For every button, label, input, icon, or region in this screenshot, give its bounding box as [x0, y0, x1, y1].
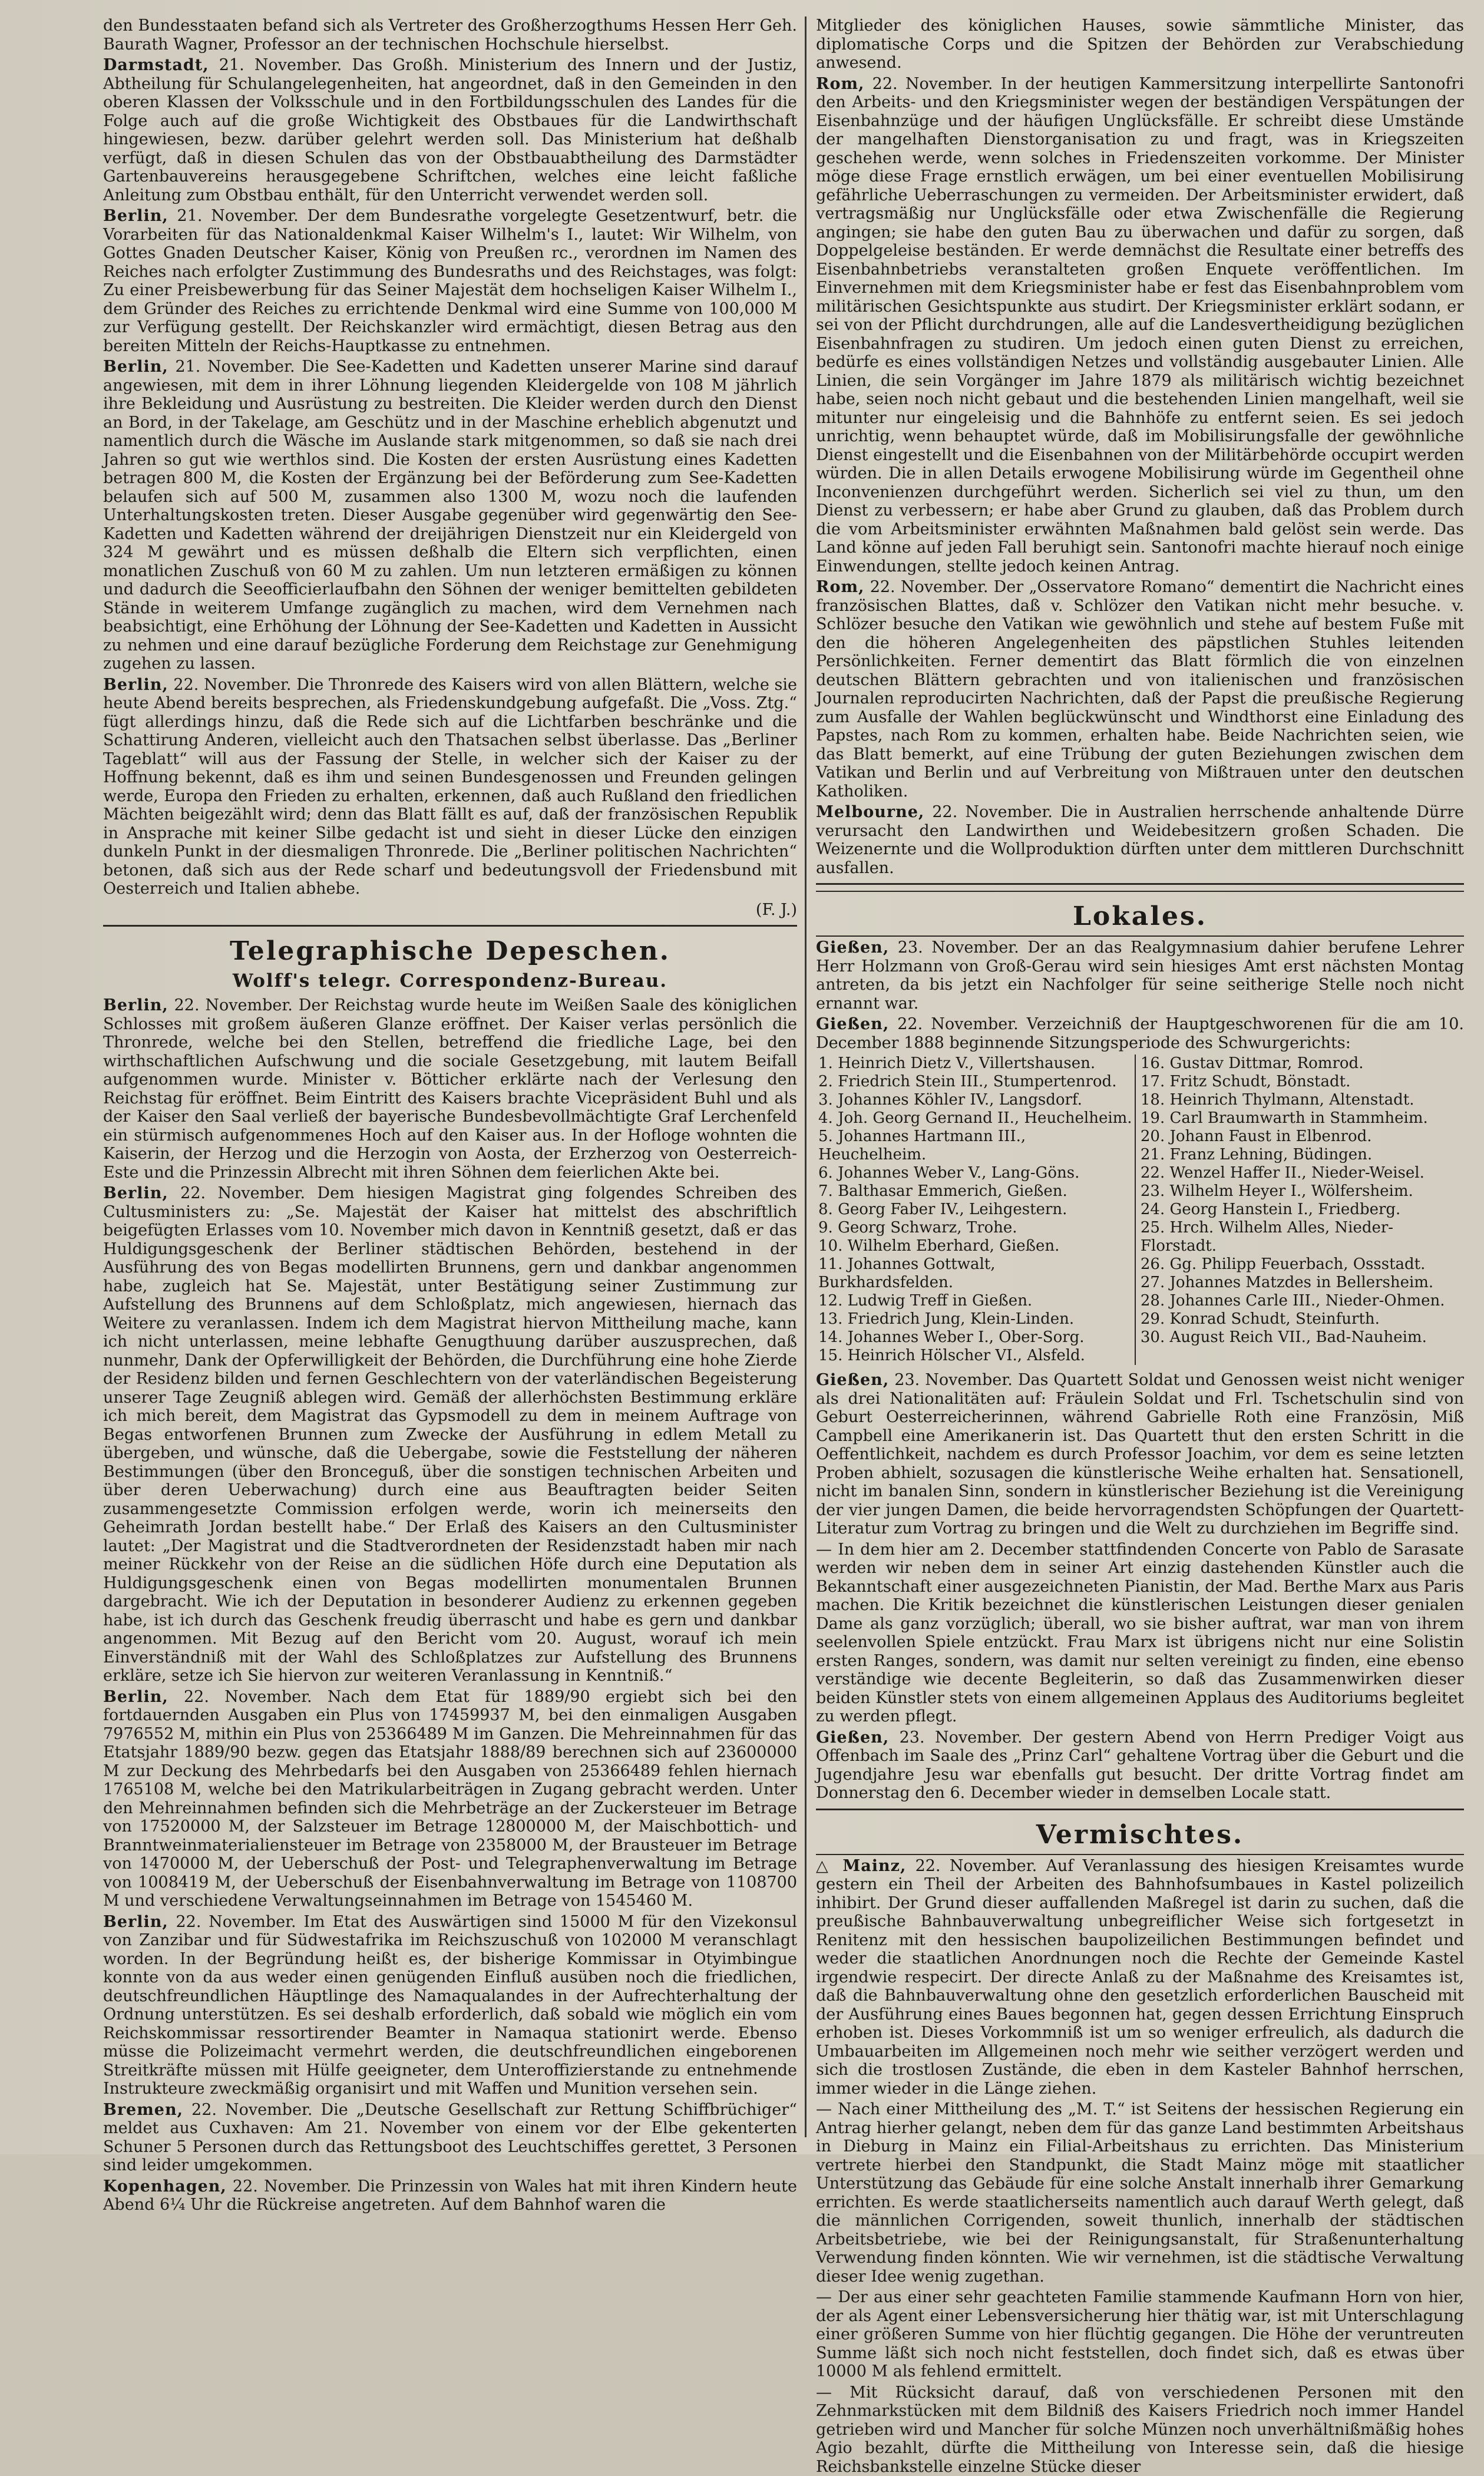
- juror-entry: 12. Ludwig Treff in Gießen.: [818, 1292, 1132, 1310]
- news-text: 22. November. Die in Australien herrschende anhaltende Dürre verursacht den Landwirthen und Weidebesitzern großen Schaden. Die Weizenernte und die Wollproduktion dürften unter dem mittleren Durchschnitt ausfallen.: [816, 803, 1464, 877]
- juror-entry: 6. Johannes Weber V., Lang-Göns.: [818, 1164, 1132, 1182]
- juror-entry: 23. Wilhelm Heyer I., Wölfersheim.: [1141, 1182, 1462, 1201]
- news-dateline: Gießen,: [816, 1728, 889, 1747]
- juror-entry: 16. Gustav Dittmar, Romrod.: [1141, 1054, 1462, 1073]
- news-item: [103, 996, 797, 1182]
- news-dateline: Gießen,: [816, 938, 889, 957]
- news-text: 22. November. Im Etat des Auswärtigen sind 15000 M für den Vizekonsul von Zanzibar und für Südwestafrika im Reichszuschuß von 102000 M veranschlagt worden. In der Begründung heißt es, der bisherige Kommissar in Otyimbingue konnte von da aus weder einen genügenden Einfluß ausüben noch die friedlichen, deutschfreundlichen Häuptlinge des Namaqualandes in der Aufrechterhaltung der Ordnung unterstützen. Es sei deshalb erforderlich, daß sobald wie möglich ein vom Reichskommissar ressortirender Beamter in Namaqua stationirt werde. Ebenso müsse die Polizeimacht vermehrt werden, die deutschfreundlichen eingeborenen Streitkräfte müssen mit Hülfe geeigneter, dem Unteroffizierstande zu entnehmende Instrukteure zweckmäßig organisirt und mit Waffen und Munition versehen sein.: [103, 1913, 797, 2098]
- left-opening-paragraph: den Bundesstaaten befand sich als Vertreter des Großherzogthums Hessen Herr Geh. Baurath Wagner, Professor an der technischen Hochschule hierselbst.: [103, 16, 797, 54]
- news-item: [103, 1184, 797, 1685]
- news-item: [816, 2384, 1464, 2476]
- juror-entry: 4. Joh. Georg Gernand II., Heuchelheim.: [818, 1109, 1132, 1128]
- lokales2-list: [816, 1371, 1464, 1803]
- juror-entry: 29. Konrad Schudt, Steinfurth.: [1141, 1310, 1462, 1328]
- news-item: [816, 938, 1464, 1013]
- news-dateline: △ Mainz,: [816, 1857, 906, 1875]
- news-dateline: Berlin,: [103, 1913, 168, 1931]
- news-item: [816, 1728, 1464, 1803]
- jurors-left-list: [816, 1054, 1135, 1365]
- left-column: [103, 16, 797, 2131]
- news-item: [816, 803, 1464, 877]
- vermischtes-heading: Vermischtes.: [816, 1820, 1464, 1850]
- news-item: [103, 1913, 797, 2098]
- news-text: — Nach einer Mittheilung des „M. T.“ ist Seitens der hessischen Regierung ein Antrag hierher gelangt, neben dem für das ganze Land bestimmten Arbeitshaus in Dieburg in Mainz ein Filial-Arbeitshaus zu errichten. Das Ministerium vertrete hierbei den Standpunkt, die Stadt Mainz möge mit staatlicher Unterstützung das Gebäude für eine solche Anstalt innerhalb ihrer Gemarkung errichten. Es werde staatlicherseits namentlich auch darauf Werth gelegt, daß die männlichen Corrigenden, soweit thunlich, innerhalb der städtischen Arbeitsbetriebe, wie bei der Reinigungsanstalt, für Straßenunterhaltung Verwendung finden könnten. Wie wir vernehmen, ist die städtische Verwaltung dieser Idee wenig zugethan.: [816, 2100, 1464, 2286]
- news-text: 22. November. Nach dem Etat für 1889/90 ergiebt sich bei den fortdauernden Ausgaben ein Plus von 17459937 M, bei den einmaligen Ausgaben 7976552 M, mithin ein Plus von 25366489 M im Ganzen. Die Mehreinnahmen für das Etatsjahr 1889/90 bezw. gegen das Etatsjahr 1888/89 berechnen sich auf 23600000 M zur Deckung des Mehrbedarfs bei den Ausgaben von 25366489 fehlen hiernach 1765108 M, welche bei den Matrikularbeiträgen in Zugang gebracht werden. Unter den Mehreinnahmen befinden sich die Mehrbeträge an der Zuckersteuer im Betrage von 17520000 M, der Salzsteuer im Betrage 12800000 M, der Maischbottich- und Branntweinmaterialiensteuer im Betrage von 2358000 M, der Brausteuer im Betrage von 1470000 M, der Ueberschuß der Post- und Telegraphenverwaltung im Betrage von 1008419 M, der Ueberschuß der Eisenbahnverwaltung im Betrage von 1108700 M und verschiedene Verwaltungseinnahmen im Betrage von 1545460 M.: [103, 1688, 797, 1910]
- juror-entry: 25. Hrch. Wilhelm Alles, Nieder-Florstadt.: [1141, 1219, 1462, 1255]
- juror-entry: 5. Johannes Hartmann III., Heuchelheim.: [818, 1128, 1132, 1164]
- juror-entry: 1. Heinrich Dietz V., Villertshausen.: [818, 1054, 1132, 1073]
- news-item: [103, 56, 797, 204]
- news-text: 22. November. Auf Veranlassung des hiesigen Kreisamtes wurde gestern ein Theil der Arbeiten des Bahnhofsumbaues in Kastel polizeilich inhibirt. Der Grund dieser auffallenden Maßregel ist darin zu suchen, daß die preußische Bahnbauverwaltung unbegreiflicher Weise sich fortgesetzt in Renitenz mit den hessischen baupolizeilichen Bestimmungen befindet und weder die staatlichen Anordnungen noch die Rechte der Gemeinde Kastel irgendwie respecirt. Der directe Anlaß zu der Maßnahme des Kreisamtes ist, daß die Bahnbauverwaltung ohne den gesetzlich erforderlichen Bauscheid mit der Ausführung eines Baues begonnen hat, gegen dessen Errichtung Einspruch erhoben ist. Dieses Vorkommniß ist um so weniger erfreulich, als dadurch die Umbauarbeiten im Allgemeinen noch mehr wie seither verzögert werden und sich die trostlosen Zustände, die eben in dem Kasteler Bahnhof herrschen, immer wieder in die Länge ziehen.: [816, 1857, 1464, 2098]
- news-dateline: Kopenhagen,: [103, 2177, 227, 2196]
- news-text: — Mit Rücksicht darauf, daß von verschiedenen Personen mit den Zehnmarkstücken mit dem Bildniß des Kaisers Friedrich noch immer Handel getrieben wird und Mancher für solche Münzen noch unverhältnißmäßig hohes Agio bezahlt, dürfte die Mittheilung von Interesse sein, daß die hiesige Reichsbankstelle einzelne Stücke dieser: [816, 2384, 1464, 2476]
- juror-entry: 14. Johannes Weber I., Ober-Sorg.: [818, 1328, 1132, 1347]
- juror-entry: 3. Johannes Köhler IV., Langsdorf.: [818, 1091, 1132, 1109]
- news-text: 22. November. In der heutigen Kammersitzung interpellirte Santonofri den Arbeits- und den Kriegsminister wegen der beständigen Verspätungen der Eisenbahnzüge und der häufigen Unglücksfälle. Er schreibt diese Umstände der mangelhaften Dienstorganisation zu und fragt, was in Kriegszeiten geschehen werde, wenn solches in Friedenszeiten vorkomme. Der Minister möge diese Frage ernstlich erwägen, um bei einer eventuellen Mobilisirung gefährliche Ueberraschungen zu vermeiden. Der Arbeitsminister erwidert, daß vertragsmäßig nur Unglücksfälle oder etwa Zwischenfälle die Regierung angingen; sie habe den guten Bau zu überwachen und dafür zu sorgen, daß Doppelgeleise beständen. Er werde demnächst die Resultate einer betreffs des Eisenbahnbetriebs veranstalteten großen Enquete veröffentlichen. Im Einvernehmen mit dem Kriegsminister habe er fest das Eisenbahnproblem vom militärischen Gesichtspunkte aus studirt. Der Kriegsminister erklärt sodann, er sei von der Pflicht durchdrungen, alle auf die Landesvertheidigung bezüglichen Eisenbahnfragen zu studiren. Um jedoch einen guten Dienst zu erreichen, bedürfe es eines vollständigen Netzes und vollständig ausgebauter Linien. Alle Linien, die sein Vorgänger im Jahre 1879 als militärisch wichtig bezeichnet habe, seien noch nicht gebaut und die bestehenden Linien mangelhaft, weil sie mitunter nur eingeleisig und die Bahnhöfe zu entfernt seien. Es sei jedoch unrichtig, wenn behauptet würde, daß im Mobilisirungsfalle der gewöhnliche Dienst eingestellt und die Eisenbahnen von der Militärbehörde occupirt werden würden. Die in allen Details erwogene Mobilisirung würde im Gegentheil ohne Inconvenienzen durchgeführt werden. Sicherlich sei viel zu thun, um den Dienst zu verbessern; er habe aber Grund zu glauben, daß das Problem durch die vom Arbeitsminister erwähnten Maßnahmen bald gelöst sein werde. Das Land könne auf jeden Fall beruhigt sein. Santonofri machte hierauf noch einige Einwendungen, stellte jedoch keinen Antrag.: [816, 75, 1464, 576]
- jurors-table: [816, 1054, 1464, 1365]
- right-column: [816, 16, 1464, 2131]
- juror-entry: 7. Balthasar Emmerich, Gießen.: [818, 1182, 1132, 1201]
- news-item: [103, 676, 797, 898]
- section-divider: [816, 1854, 1464, 1855]
- juror-entry: 20. Johann Faust in Elbenrod.: [1141, 1128, 1462, 1146]
- juror-entry: 18. Heinrich Thylmann, Altenstadt.: [1141, 1091, 1462, 1109]
- news-text: 22. November. Der Reichstag wurde heute im Weißen Saale des königlichen Schlosses mit großem äußeren Glanze eröffnet. Der Kaiser verlas persönlich die Thronrede, welche bei den Stellen, betreffend die friedliche Lage, bei den wirthschaftlichen Aufschwung und die sociale Gesetzgebung, mit lautem Beifall aufgenommen wurde. Minister v. Bötticher erklärte nach der Verlesung den Reichstag für eröffnet. Beim Eintritt des Kaisers brachte Vicepräsident Buhl und als der Kaiser den Saal verließ der bayerische Bundesbevollmächtigte Graf Lerchenfeld ein stürmisch aufgenommenes Hoch auf den Kaiser aus. In der Hofloge wohnten die Kaiserin, der Herzog und die Herzogin von Aosta, der Erzherzog von Oesterreich-Este und die Prinzessin Albrecht mit ihren Söhnen dem feierlichen Akte bei.: [103, 996, 797, 1182]
- news-dateline: Gießen,: [816, 1371, 889, 1389]
- section-divider: [816, 883, 1464, 885]
- news-text: 22. November. Die Thronrede des Kaisers wird von allen Blättern, welche sie heute Abend bereits besprechen, als Friedenskundgebung aufgefaßt. Die „Voss. Ztg.“ fügt allerdings hinzu, daß die Rede sich auf die Lichtfarben beschränke und die Schattirung Anderen, vielleicht auch den Thatsachen selbst überlasse. Das „Berliner Tageblatt“ will aus der Fassung der Stelle, in welcher sich der Kaiser zu der Hoffnung bekennt, daß es ihm und seinen Bundesgenossen und Freunden gelingen werde, Europa den Frieden zu erhalten, erkennen, daß auch Rußland den friedlichen Mächten beigezählt wird; denn das Blatt fällt es auf, daß der französischen Republik in Ansprache mit keiner Silbe gedacht ist und sieht in dieser Lücke den einzigen dunkeln Punkt in der diesmaligen Thronrede. Die „Berliner politischen Nachrichten“ betonen, daß sich aus der Rede scharf und bedeutungsvoll der Friedensbund mit Oesterreich und Italien abhebe.: [103, 676, 797, 898]
- telegram-subheading: Wolff's telegr. Correspondenz-Bureau.: [103, 970, 797, 991]
- news-dateline: Berlin,: [103, 207, 168, 225]
- news-dateline: Darmstadt,: [103, 56, 209, 74]
- juror-entry: 22. Wenzel Haffer II., Nieder-Weisel.: [1141, 1164, 1462, 1182]
- juror-entry: 9. Georg Schwarz, Trohe.: [818, 1219, 1132, 1237]
- right-opening-paragraph: Mitglieder des königlichen Hauses, sowie sämmtliche Minister, das diplomatische Corps und die Spitzen der Behörden zur Verabschiedung anwesend.: [816, 16, 1464, 72]
- news-item: [103, 358, 797, 673]
- news-text: — Der aus einer sehr geachteten Familie stammende Kaufmann Horn von hier, der als Agent einer Lebensversicherung hier thätig war, ist mit Unterschlagung einer größeren Summe von hier flüchtig gegangen. Die Höhe der veruntreuten Summe läßt sich noch nicht feststellen, doch findet sich, daß es etwas über 10000 M als fehlend ermittelt.: [816, 2288, 1464, 2381]
- juror-entry: 26. Gg. Philipp Feuerbach, Ossstadt.: [1141, 1255, 1462, 1274]
- news-item: [103, 2101, 797, 2175]
- news-item: [816, 1541, 1464, 1726]
- juror-entry: 2. Friedrich Stein III., Stumpertenrod.: [818, 1073, 1132, 1091]
- news-dateline: Gießen,: [816, 1015, 889, 1033]
- news-dateline: Berlin,: [103, 358, 168, 376]
- news-text: 23. November. Das Quartett Soldat und Genossen weist nicht weniger als drei Nationalitäten auf: Fräulein Soldat und Frl. Tschetschulin sind von Geburt Oesterreicherinnen, während Gabrielle Roth eine Französin, Miß Campbell eine Amerikanerin ist. Das Quartett thut den ersten Schritt in die Oeffentlichkeit, nachdem es durch Professor Joachim, vor dem es seine letzten Proben abhielt, sozusagen die künstlerische Weihe erhalten hat. Sensationell, nicht im banalen Sinn, sondern in künstlerischer Beziehung ist die Vereinigung der vier jungen Damen, die beide hervorragendsten Schöpfungen der Quartett-Literatur zum Vortrag zu bringen und die Welt zu durchziehen im Begriffe sind.: [816, 1371, 1464, 1538]
- jurors-right-list: [1138, 1054, 1464, 1365]
- news-dateline: Berlin,: [103, 676, 168, 694]
- telegram-list: [103, 996, 797, 2214]
- lokales-list: [816, 938, 1464, 1052]
- news-item: [103, 207, 797, 355]
- left-news-list: [103, 56, 797, 898]
- news-item: [816, 1857, 1464, 2098]
- news-dateline: Bremen,: [103, 2101, 183, 2119]
- right-news-list: [816, 75, 1464, 878]
- section-divider: [103, 925, 797, 927]
- news-dateline: Rom,: [816, 75, 864, 93]
- news-dateline: Rom,: [816, 578, 864, 596]
- news-item: [816, 578, 1464, 801]
- lokales-heading: Lokales.: [816, 901, 1464, 932]
- juror-entry: 11. Johannes Gottwalt, Burkhardsfelden.: [818, 1255, 1132, 1292]
- news-text: 21. November. Der dem Bundesrathe vorgelegte Gesetzentwurf, betr. die Vorarbeiten für das Nationaldenkmal Kaiser Wilhelm's I., lautet: Wir Wilhelm, von Gottes Gnaden Deutscher Kaiser, König von Preußen rc., verordnen im Namen des Reiches nach erfolgter Zustimmung des Bundesraths und des Reichstages, was folgt: Zu einer Preisbewerbung für das Seiner Majestät dem hochseligen Kaiser Wilhelm I., dem Gründer des Reiches zu errichtende Denkmal wird eine Summe von 100,000 M zur Verfügung gestellt. Der Reichskanzler wird ermächtigt, diesen Betrag aus den bereiten Mitteln der Reichs-Hauptkasse zu entnehmen.: [103, 207, 797, 355]
- news-text: — In dem hier am 2. December stattfindenden Concerte von Pablo de Sarasate werden wir neben dem in seiner Art einzig dastehenden Künstler auch die Bekanntschaft einer ausgezeichneten Pianistin, der Mad. Berthe Marx aus Paris machen. Die Kritik bezeichnet die künstlerischen Leistungen dieser genialen Dame als ganz vorzüglich; überall, wo sie bisher auftrat, war man von ihrem seelenvollen Spiele entzückt. Frau Marx ist übrigens nicht nur eine Solistin ersten Ranges, sondern, was damit nur selten vereinigt zu finden, eine ebenso verständige wie decente Begleiterin, so daß das Zusammenwirken dieser beiden Künstler stets von einem allgemeinen Applaus des Auditoriums begleitet zu werden pflegt.: [816, 1541, 1464, 1726]
- news-item: [816, 1371, 1464, 1538]
- juror-entry: 13. Friedrich Jung, Klein-Linden.: [818, 1310, 1132, 1328]
- juror-entry: 8. Georg Faber IV., Leihgestern.: [818, 1201, 1132, 1219]
- juror-entry: 24. Georg Hanstein I., Friedberg.: [1141, 1201, 1462, 1219]
- news-text: 23. November. Der an das Realgymnasium dahier berufene Lehrer Herr Holzmann von Groß-Gerau wird sein hiesiges Amt erst nächsten Montag antreten, da bis jetzt ein Nachfolger für seine seitherige Stelle noch nicht ernannt war.: [816, 938, 1464, 1013]
- news-dateline: Berlin,: [103, 996, 168, 1014]
- juror-entry: 30. August Reich VII., Bad-Nauheim.: [1141, 1328, 1462, 1347]
- news-text: 22. November. Dem hiesigen Magistrat ging folgendes Schreiben des Cultusministers zu: „Se. Majestät der Kaiser hat mittelst des abschriftlich beigefügten Erlasses vom 10. November mich davon in Kenntniß gesetzt, daß er das Huldigungsgeschenk der Berliner städtischen Behörden, bestehend in der Ausführung des von Begas modellirten Brunnens, gern und dankbar angenommen habe, zugleich hat Se. Majestät, unter Bestätigung seiner Zustimmung zur Aufstellung des Brunnens auf dem Schloßplatz, mich angewiesen, hiernach das Weitere zu veranlassen. Indem ich dem Magistrat hiervon Mittheilung mache, kann ich nicht unterlassen, meine lebhafte Genugthuung darüber auszusprechen, daß nunmehr, Dank der Opferwilligkeit der Behörden, die Durchführung eine hohe Zierde der Residenz bilden und fernen Geschlechtern von der vaterländischen Begeisterung unserer Tage Zeugniß ablegen wird. Gemäß der allerhöchsten Bestimmung erkläre ich mich bereit, dem Magistrat das Gypsmodell zu dem in meinem Auftrage von Begas entworfenen Brunnen zum Zwecke der Ausführung in edlem Metall zu übergeben, und wünsche, daß die Uebergabe, sowie die Feststellung der näheren Bestimmungen (über den Bronceguß, über die sonstigen technischen Arbeiten und über deren Ueberwachung) durch eine aus Beauftragten beider Seiten zusammengesetzte Commission erfolgen werde, worin ich meinerseits den Geheimrath Jordan bestellt habe.“ Der Erlaß des Kaisers an den Cultusminister lautet: „Der Magistrat und die Stadtverordneten der Residenzstadt haben mir nach meiner Rückkehr von der Reise an die südlichen Höfe durch eine Deputation als Huldigungsgeschenk einen von Begas modellirten monumentalen Brunnen dargebracht. Wie ich der Deputation in besonderer Audienz zu erkennen gegeben habe, ist ich durch das Geschenk freudig überrascht und habe es gern und dankbar angenommen. Mit Bezug auf den Bericht vom 20. August, worauf ich mein Einverständniß mit der Wahl des Schloßplatzes zur Aufstellung des Brunnens erkläre, setze ich Sie hiervon zur weiteren Veranlassung in Kenntniß.“: [103, 1184, 797, 1685]
- news-text: 22. November. Verzeichniß der Hauptgeschworenen für die am 10. December 1888 beginnende Sitzungsperiode des Schwurgerichts:: [816, 1015, 1464, 1052]
- juror-entry: 10. Wilhelm Eberhard, Gießen.: [818, 1237, 1132, 1255]
- column-rule: [805, 16, 807, 2137]
- news-text: 22. November. Die „Deutsche Gesellschaft zur Rettung Schiffbrüchiger“ meldet aus Cuxhaven: Am 21. November von einem vor der Elbe gekenterten Schuner 5 Personen durch das Rettungsboot des Leuchtschiffes gerettet, 3 Personen sind leider umgekommen.: [103, 2101, 797, 2175]
- juror-entry: 17. Fritz Schudt, Bönstadt.: [1141, 1073, 1462, 1091]
- juror-entry: 19. Carl Braumwarth in Stammheim.: [1141, 1109, 1462, 1128]
- news-text: 22. November. Der „Osservatore Romano“ dementirt die Nachricht eines französischen Blattes, daß v. Schlözer den Vatikan nicht mehr besuche. v. Schlözer besuche den Vatikan wie gewöhnlich und stehe auf bestem Fuße mit den die höheren Angelegenheiten des päpstlichen Stuhles leitenden Persönlichkeiten. Ferner dementirt das Blatt förmlich die von einzelnen deutschen Blättern gebrachten und von italienischen und französischen Journalen reproducirten Nachrichten, daß der Papst die preußische Regierung zum Ausfalle der Wahlen beglückwünscht und Windthorst eine Einladung des Papstes, nach Rom zu kommen, erhalten habe. Beide Nachrichten seien, wie das Blatt bemerkt, auf eine Trübung der guten Beziehungen zwischen dem Vatikan und Berlin und auf Verbreitung von Mißtrauen unter den deutschen Katholiken.: [816, 578, 1464, 801]
- news-item: [103, 1688, 797, 1910]
- news-dateline: Berlin,: [103, 1184, 168, 1202]
- news-text: 22. November. Die Prinzessin von Wales hat mit ihren Kindern heute Abend 6¼ Uhr die Rückreise angetreten. Auf dem Bahnhof waren die: [103, 2177, 797, 2214]
- news-item: [816, 1015, 1464, 1052]
- section-divider: [816, 1809, 1464, 1810]
- juror-entry: 28. Johannes Carle III., Nieder-Ohmen.: [1141, 1292, 1462, 1310]
- news-text: 21. November. Das Großh. Ministerium des Innern und der Justiz, Abtheilung für Schulangelegenheiten, hat angeordnet, daß in den Gemeinden in den oberen Klassen der Volksschule und in den Fortbildungsschulen des Landes für die Folge auch auf die große Wichtigkeit des Obstbaues für die Landwirthschaft hingewiesen, bezw. darüber gelehrt werden soll. Das Ministerium hat deßhalb verfügt, daß in diesen Schulen das von der Obstbauabtheilung des Darmstädter Gartenbauvereins herausgegebene Schriftchen, welches eine leicht faßliche Anleitung zum Obstbau enthält, für den Unterricht verwendet werden soll.: [103, 56, 797, 204]
- juror-entry: 21. Franz Lehning, Büdingen.: [1141, 1146, 1462, 1164]
- section-divider: [816, 891, 1464, 892]
- juror-entry: 15. Heinrich Hölscher VI., Alsfeld.: [818, 1347, 1132, 1365]
- news-text: 23. November. Der gestern Abend von Herrn Prediger Voigt aus Offenbach im Saale des „Prinz Carl“ gehaltene Vortrag über die Geburt und die Jugendjahre Jesu war ebenfalls gut besucht. Der dritte Vortrag findet am Donnerstag den 6. December wieder in demselben Locale statt.: [816, 1728, 1464, 1803]
- news-item: [103, 2177, 797, 2214]
- news-item: [816, 2288, 1464, 2381]
- news-dateline: Melbourne,: [816, 803, 924, 821]
- news-text: 21. November. Die See-Kadetten und Kadetten unserer Marine sind darauf angewiesen, mit dem in ihrer Löhnung liegenden Kleidergelde von 108 M jährlich ihre Bekleidung und Ausrüstung zu bestreiten. Die Kleider werden durch den Dienst an Bord, in der Takelage, am Geschütz und in der Maschine erheblich abgenutzt und namentlich durch die Wäsche im Auslande stark mitgenommen, so daß sie nach drei Jahren so gut wie werthlos sind. Die Kosten der ersten Ausrüstung eines Kadetten betragen 800 M, die Kosten der Ergänzung bei der Beförderung zum See-Kadetten belaufen sich auf 500 M, zusammen also 1300 M, wozu noch die laufenden Unterhaltungskosten treten. Dieser Ausgabe gegenüber wird gegenwärtig den See-Kadetten und Kadetten während der dreijährigen Dienstzeit nur ein Kleidergeld von 324 M gewährt und es müssen deßhalb die Eltern sich verpflichten, einen monatlichen Zuschuß von 60 M zu zahlen. Um nun letzteren ermäßigen zu können und dadurch die Seeofficierlaufbahn den Söhnen der weniger bemittelten gebildeten Stände in weiterem Umfange zugänglich zu machen, wird dem Vernehmen nach beabsichtigt, eine Erhöhung der Löhnung der See-Kadetten und Kadetten in Aussicht zu nehmen und eine darauf bezügliche Forderung dem Reichstage zur Genehmigung zugehen zu lassen.: [103, 358, 797, 673]
- news-item: [816, 2100, 1464, 2286]
- news-item: [816, 75, 1464, 576]
- telegram-heading: Telegraphische Depeschen.: [103, 936, 797, 967]
- juror-entry: 27. Johannes Matzdes in Bellersheim.: [1141, 1274, 1462, 1292]
- news-dateline: Berlin,: [103, 1688, 168, 1706]
- section-divider: [816, 935, 1464, 937]
- signature: (F. J.): [103, 901, 797, 920]
- vermischtes-list: [816, 1857, 1464, 2476]
